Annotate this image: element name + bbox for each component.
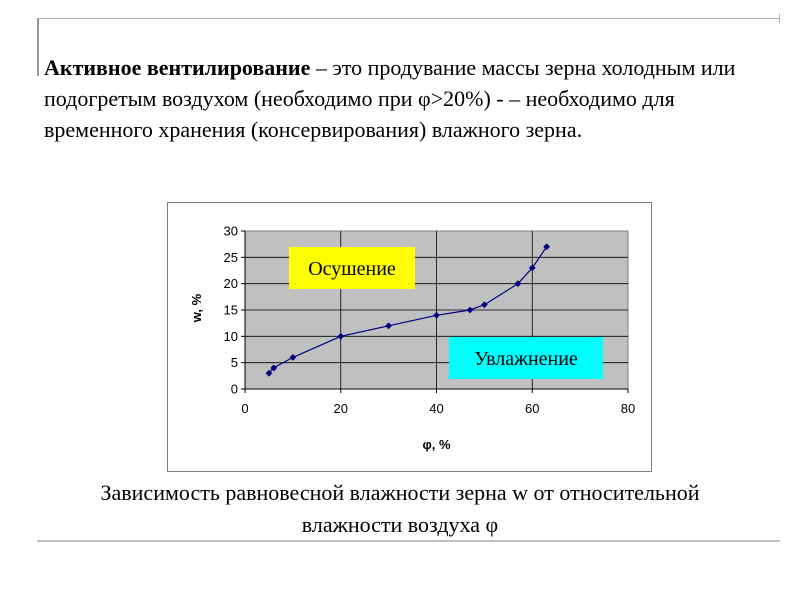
annotation-dry-label: Осушение [308, 258, 396, 280]
top-divider [37, 18, 780, 19]
annotation-wet-label: Увлажнение [474, 348, 578, 370]
x-tick-label-20: 20 [333, 401, 348, 416]
definition-paragraph [44, 52, 774, 145]
y-tick-label-15: 15 [223, 302, 238, 318]
bottom-divider [37, 540, 780, 542]
x-tick-label-0: 0 [241, 401, 249, 416]
x-tick-label-60: 60 [525, 401, 540, 416]
equilibrium-moisture-chart [168, 203, 651, 471]
definition-text: – это продувание массы зерна холодным или подогретым воздухом (необходимо при φ>20%) - – необходимо для временного хранения (консервирования) влажного зерна. [44, 55, 736, 142]
y-tick-label-0: 0 [230, 381, 238, 397]
left-accent-line [37, 18, 39, 76]
top-divider-end-tick [779, 14, 780, 23]
y-tick-label-10: 10 [223, 328, 238, 344]
y-tick-label-30: 30 [223, 223, 238, 239]
x-tick-label-80: 80 [620, 401, 636, 416]
x-tick-label-40: 40 [429, 401, 444, 416]
chart-caption: Зависимость равновесной влажности зерна w от относительной влажности воздуха φ [100, 480, 700, 537]
y-tick-label-20: 20 [223, 276, 238, 292]
definition-term: Активное вентилирование [44, 55, 311, 80]
y-axis-label: w, % [189, 293, 204, 323]
y-tick-label-25: 25 [223, 249, 238, 265]
y-tick-label-5: 5 [230, 355, 238, 371]
chart-frame [167, 202, 652, 472]
x-axis-label: φ, % [422, 437, 451, 452]
